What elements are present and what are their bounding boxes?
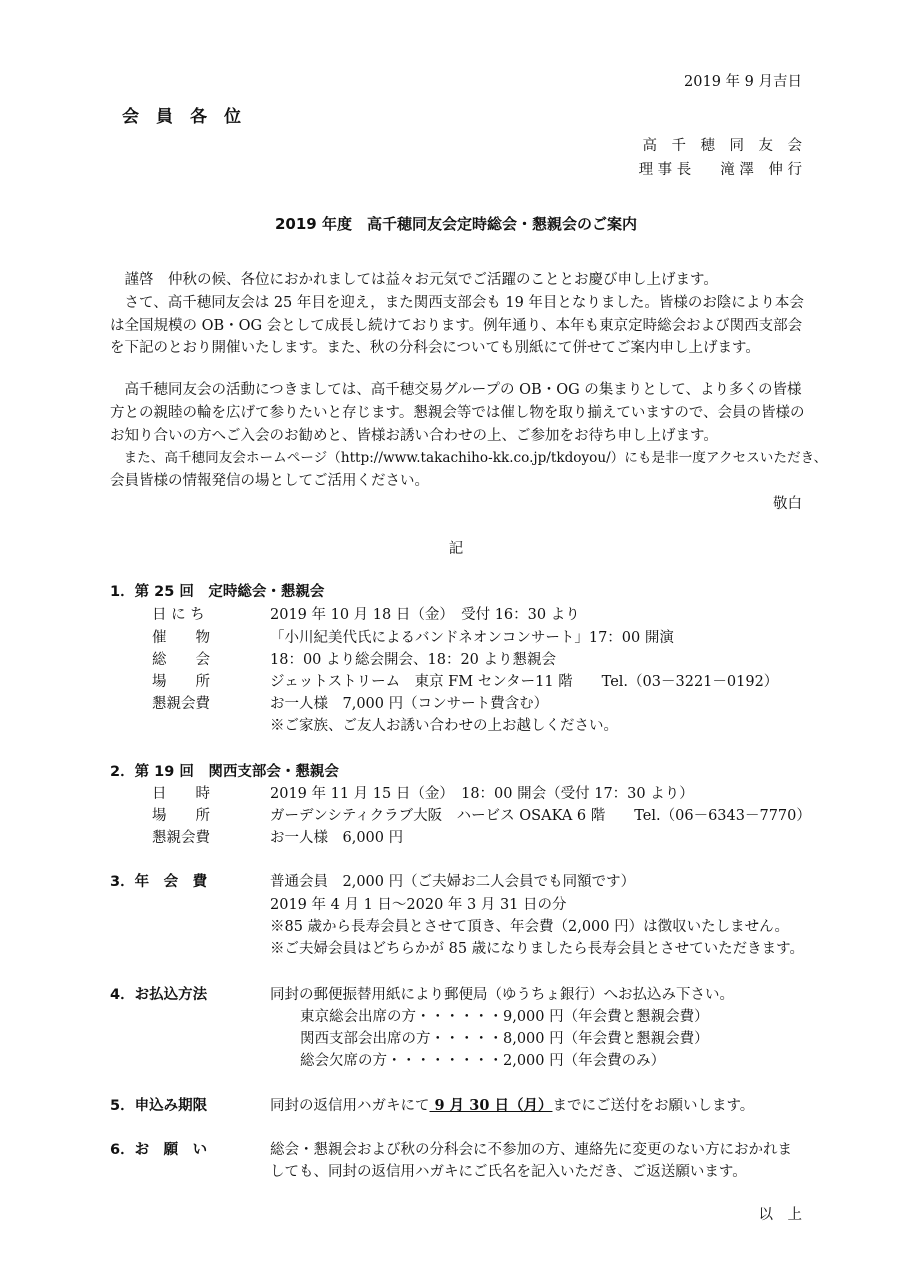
s1-value: 2019 年 10 月 18 日（金） 受付 16：30 より — [270, 607, 580, 623]
paragraph-line: 方との親睦の輪を広げて参りたいと存じます。懇親会等では催し物を取り揃えていますので、会員の皆様の — [110, 405, 805, 421]
paragraph-line: 高千穂同友会の活動につきましては、高千穂交易グループの OB・OG の集まりとして、より多くの皆様 — [110, 382, 802, 398]
s1-label: 場 所 — [152, 674, 210, 690]
intro-line: さて、高千穂同友会は 25 年目を迎え，また関西支部会も 19 年目となりました。皆様のお陰により本会 — [110, 295, 804, 311]
paragraph-line: お知り合いの方へご入会のお勧めと、皆様お誘い合わせの上、ご参加をお待ち申し上げます。 — [110, 428, 718, 444]
deadline-pre: 同封の返信用ハガキにて — [270, 1098, 430, 1114]
section-3-heading: 3．年 会 費 — [110, 874, 208, 890]
addressee: 会 員 各 位 — [122, 107, 241, 127]
s1-note: ※ご家族、ご友人お誘い合わせの上お越しください。 — [270, 718, 618, 734]
fee-line: 東京総会出席の方・・・・・・9,000 円（年会費と懇親会費） — [300, 1009, 709, 1025]
s1-label: 懇親会費 — [152, 696, 210, 712]
s2-value: ガーデンシティクラブ大阪 ハービス OSAKA 6 階 Tel.（06－6343－7770） — [270, 808, 811, 824]
document-title: 2019 年度 高千穂同友会定時総会・懇親会のご案内 — [275, 215, 637, 233]
paragraph-line: 会員皆様の情報発信の場としてご活用ください。 — [110, 473, 429, 489]
organization-name: 高 千 穂 同 友 会 — [642, 138, 802, 154]
deadline-line — [270, 1094, 754, 1115]
fee-line: 関西支部会出席の方・・・・・8,000 円（年会費と懇親会費） — [300, 1031, 709, 1047]
s1-value: お一人様 7,000 円（コンサート費含む） — [270, 696, 549, 712]
paragraph-line: また、高千穂同友会ホームページ（http://www.takachiho-kk.co.jp/tkdoyou/）にも是非一度アクセスいただき、 — [110, 450, 828, 466]
deadline-post: までにご送付をお願いします。 — [552, 1098, 755, 1114]
issue-date: 2019 年 9 月吉日 — [684, 74, 802, 90]
s6-line: しても、同封の返信用ハガキにご氏名を記入いただき、ご返送願います。 — [270, 1164, 747, 1180]
chairman-name: 理 事 長 滝 澤 伸 行 — [638, 162, 802, 178]
s6-line: 総会・懇親会および秋の分科会に不参加の方、連絡先に変更のない方におかれま — [270, 1142, 792, 1158]
end-mark: 以 上 — [758, 1207, 802, 1223]
intro-line: は全国規模の OB・OG 会として成長し続けております。例年通り、本年も東京定時総会および関西支部会 — [110, 318, 803, 334]
s1-value: 「小川紀美代氏によるバンドネオンコンサート」17：00 開演 — [270, 630, 674, 646]
s2-value: 2019 年 11 月 15 日（金） 18：00 開会（受付 17：30 より） — [270, 786, 694, 802]
section-2-heading: 2．第 19 回 関西支部会・懇親会 — [110, 764, 339, 780]
closing-word: 敬白 — [773, 496, 802, 512]
section-4-heading: 4．お払込方法 — [110, 987, 208, 1003]
s1-value: ジェットストリーム 東京 FM センター11 階 Tel.（03－3221－0192） — [270, 674, 779, 690]
s3-line: ※ご夫婦会員はどちらかが 85 歳になりましたら長寿会員とさせていただきます。 — [270, 941, 805, 957]
s3-line: ※85 歳から長寿会員とさせて頂き、年会費（2,000 円）は徴収いたしません。 — [270, 919, 789, 935]
s1-value: 18：00 より総会開会、18：20 より懇親会 — [270, 652, 557, 668]
section-6-heading: 6．お 願 い — [110, 1142, 208, 1158]
ki-mark: 記 — [448, 541, 464, 557]
intro-line: 謹啓 仲秋の候、各位におかれましては益々お元気でご活躍のこととお慶び申し上げます。 — [110, 272, 718, 288]
intro-line: を下記のとおり開催いたします。また、秋の分科会についても別紙にて併せてご案内申し上げます。 — [110, 340, 760, 356]
s1-label: 総 会 — [152, 652, 210, 668]
deadline-date: 9 月 30 日（月） — [429, 1097, 553, 1114]
s1-label: 催 物 — [152, 630, 210, 646]
s4-line: 同封の郵便振替用紙により郵便局（ゆうちょ銀行）へお払込み下さい。 — [270, 987, 734, 1003]
s2-label: 日 時 — [152, 786, 210, 802]
s2-value: お一人様 6,000 円 — [270, 830, 404, 846]
s1-label: 日 に ち — [152, 607, 205, 623]
fee-line: 総会欠席の方・・・・・・・・2,000 円（年会費のみ） — [300, 1053, 666, 1069]
s2-label: 懇親会費 — [152, 830, 210, 846]
section-1-heading: 1．第 25 回 定時総会・懇親会 — [110, 584, 325, 600]
section-5-heading: 5．申込み期限 — [110, 1098, 208, 1114]
s3-line: 2019 年 4 月 1 日～2020 年 3 月 31 日の分 — [270, 897, 567, 913]
s3-line: 普通会員 2,000 円（ご夫婦お二人会員でも同額です） — [270, 874, 636, 890]
s2-label: 場 所 — [152, 808, 210, 824]
